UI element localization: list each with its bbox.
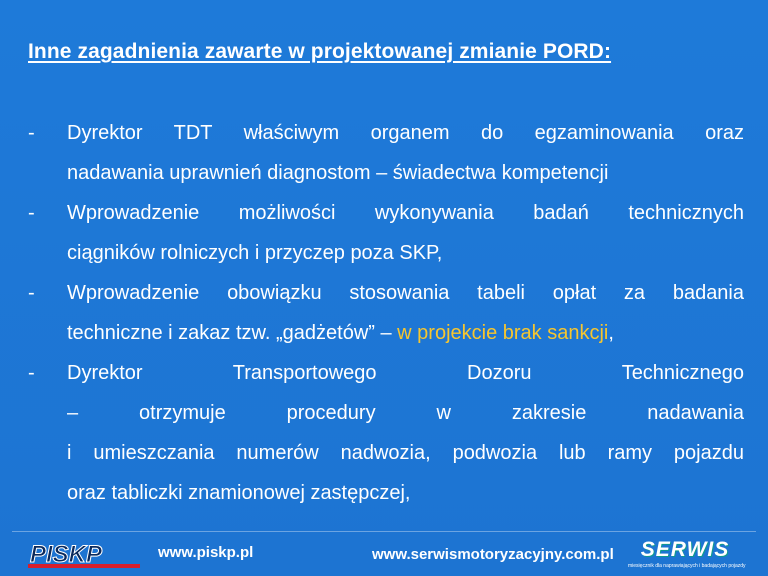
list-item: [28, 273, 744, 353]
bullet-dash: -: [28, 362, 35, 384]
serwis-link[interactable]: www.serwismotoryzacyjny.com.pl: [372, 546, 614, 563]
item-line: Dyrektor Transportowego Dozoru Technicznego: [67, 362, 744, 384]
item-line-start: techniczne i zakaz tzw. „gadżetów” –: [67, 322, 398, 344]
item-line: ciągników rolniczych i przyczep poza SKP,: [67, 242, 443, 264]
bullet-dash: -: [28, 282, 35, 304]
bullet-dash: -: [28, 122, 35, 144]
bullet-list: [28, 113, 744, 513]
serwis-logo: [628, 538, 746, 574]
footer-divider: [12, 531, 756, 532]
piskp-link[interactable]: www.piskp.pl: [158, 544, 254, 561]
piskp-logo: [28, 540, 146, 570]
footer: [0, 536, 768, 576]
item-line: nadawania uprawnień diagnostom – świadectwa kompetencji: [67, 162, 609, 184]
item-line: [67, 322, 614, 344]
bullet-dash: -: [28, 202, 35, 224]
list-item: [28, 113, 744, 193]
list-item: [28, 193, 744, 273]
list-item: [28, 353, 744, 513]
item-line: i umieszczania numerów nadwozia, podwozia lub ramy pojazdu: [67, 442, 744, 464]
piskp-logo-text: PISKP: [30, 541, 103, 568]
slide-title: Inne zagadnienia zawarte w projektowanej zmianie PORD:: [28, 40, 612, 63]
item-line: – otrzymuje procedury w zakresie nadawania: [67, 402, 744, 424]
item-line: Wprowadzenie możliwości wykonywania badań technicznych: [67, 202, 744, 224]
serwis-logo-subtitle: miesięcznik dla naprawiających i badających pojazdy: [628, 563, 746, 569]
item-line: oraz tabliczki znamionowej zastępczej,: [67, 482, 411, 504]
highlight-text: w projekcie brak sankcji: [397, 322, 609, 344]
serwis-logo-text: SERWIS: [640, 538, 730, 561]
item-line: Dyrektor TDT właściwym organem do egzaminowania oraz: [67, 122, 744, 144]
item-line: Wprowadzenie obowiązku stosowania tabeli opłat za badania: [67, 282, 744, 304]
item-line-end: ,: [608, 322, 614, 344]
